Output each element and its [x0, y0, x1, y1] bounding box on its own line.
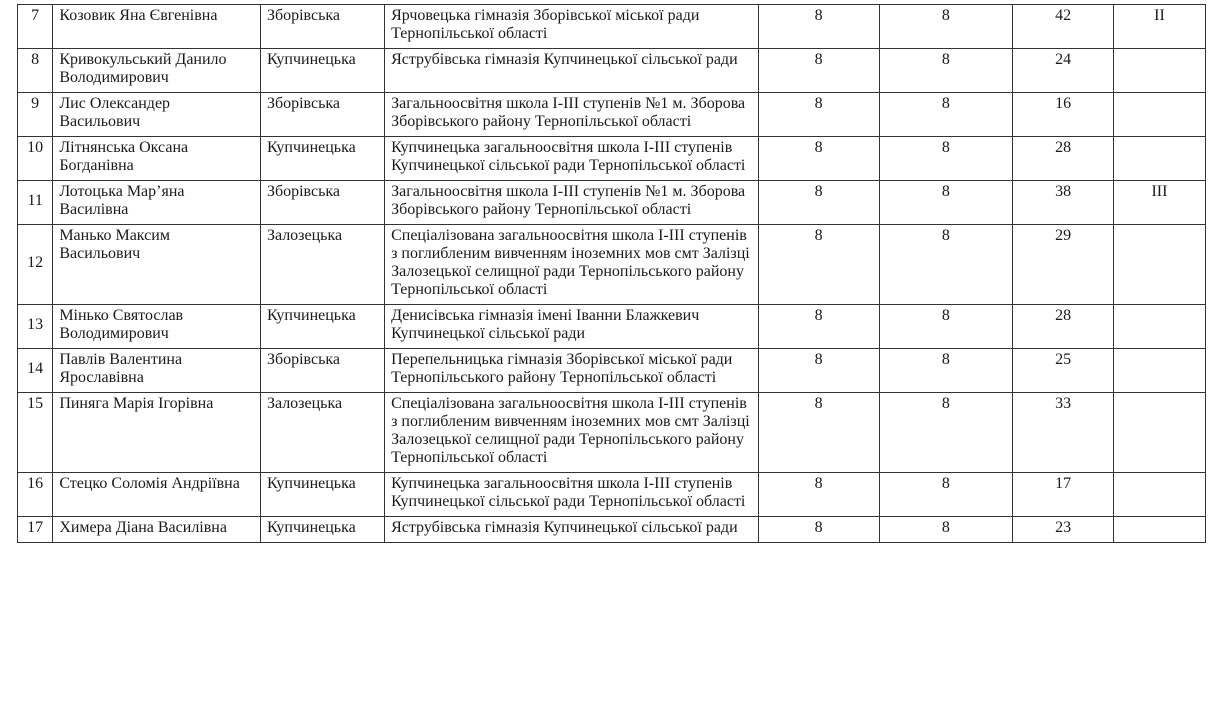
- place: [1113, 49, 1205, 93]
- place: [1113, 517, 1205, 543]
- school: Перепельницька гімназія Зборівської міської ради Тернопільського району Тернопільської області: [385, 349, 759, 393]
- grade: 8: [758, 93, 879, 137]
- class: 8: [879, 305, 1013, 349]
- student-name: Пиняга Марія Ігорівна: [53, 393, 261, 473]
- student-name: Лис Олександер Васильович: [53, 93, 261, 137]
- community: Купчинецька: [260, 473, 384, 517]
- row-number: 16: [18, 473, 53, 517]
- grade: 8: [758, 305, 879, 349]
- class: 8: [879, 473, 1013, 517]
- table-row: [18, 305, 1206, 349]
- school: Спеціалізована загальноосвітня школа І-ІІІ ступенів з поглибленим вивченням іноземних мов смт Залізці Залозецької селищної ради Тернопільського району Тернопільської області: [385, 393, 759, 473]
- table-row: [18, 137, 1206, 181]
- table-row: [18, 393, 1206, 473]
- grade: 8: [758, 49, 879, 93]
- table-row: [18, 349, 1206, 393]
- grade: 8: [758, 349, 879, 393]
- school: Загальноосвітня школа І-ІІІ ступенів №1 м. Зборова Зборівського району Тернопільської області: [385, 181, 759, 225]
- class: 8: [879, 349, 1013, 393]
- row-number: 11: [18, 181, 53, 225]
- community: Купчинецька: [260, 49, 384, 93]
- row-number: 12: [18, 225, 53, 305]
- student-name: Мінько Святослав Володимирович: [53, 305, 261, 349]
- row-number: 17: [18, 517, 53, 543]
- student-name: Химера Діана Василівна: [53, 517, 261, 543]
- class: 8: [879, 49, 1013, 93]
- place: [1113, 305, 1205, 349]
- score: 25: [1013, 349, 1114, 393]
- place: [1113, 473, 1205, 517]
- row-number: 15: [18, 393, 53, 473]
- community: Залозецька: [260, 225, 384, 305]
- student-name: Стецко Соломія Андріївна: [53, 473, 261, 517]
- score: 17: [1013, 473, 1114, 517]
- community: Зборівська: [260, 5, 384, 49]
- place: [1113, 393, 1205, 473]
- row-number: 14: [18, 349, 53, 393]
- community: Зборівська: [260, 93, 384, 137]
- class: 8: [879, 181, 1013, 225]
- place: III: [1113, 181, 1205, 225]
- score: 24: [1013, 49, 1114, 93]
- school: Денисівська гімназія імені Іванни Блажкевич Купчинецької сільської ради: [385, 305, 759, 349]
- results-table: [17, 4, 1206, 543]
- community: Купчинецька: [260, 305, 384, 349]
- student-name: Манько Максим Васильович: [53, 225, 261, 305]
- score: 28: [1013, 137, 1114, 181]
- school: Купчинецька загальноосвітня школа І-ІІІ ступенів Купчинецької сільської ради Тернопільської області: [385, 473, 759, 517]
- table-row: [18, 225, 1206, 305]
- row-number: 7: [18, 5, 53, 49]
- table-row: [18, 473, 1206, 517]
- score: 23: [1013, 517, 1114, 543]
- student-name: Лотоцька Мар’яна Василівна: [53, 181, 261, 225]
- student-name: Літнянська Оксана Богданівна: [53, 137, 261, 181]
- grade: 8: [758, 137, 879, 181]
- community: Купчинецька: [260, 517, 384, 543]
- class: 8: [879, 393, 1013, 473]
- school: Яструбівська гімназія Купчинецької сільської ради: [385, 517, 759, 543]
- score: 28: [1013, 305, 1114, 349]
- row-number: 9: [18, 93, 53, 137]
- table-row: [18, 181, 1206, 225]
- place: [1113, 93, 1205, 137]
- place: II: [1113, 5, 1205, 49]
- grade: 8: [758, 473, 879, 517]
- table-row: [18, 5, 1206, 49]
- community: Купчинецька: [260, 137, 384, 181]
- row-number: 8: [18, 49, 53, 93]
- class: 8: [879, 93, 1013, 137]
- grade: 8: [758, 393, 879, 473]
- student-name: Павлів Валентина Ярославівна: [53, 349, 261, 393]
- community: Зборівська: [260, 181, 384, 225]
- school: Купчинецька загальноосвітня школа І-ІІІ ступенів Купчинецької сільської ради Тернопільської області: [385, 137, 759, 181]
- community: Залозецька: [260, 393, 384, 473]
- class: 8: [879, 5, 1013, 49]
- grade: 8: [758, 181, 879, 225]
- grade: 8: [758, 5, 879, 49]
- class: 8: [879, 137, 1013, 181]
- row-number: 13: [18, 305, 53, 349]
- place: [1113, 349, 1205, 393]
- student-name: Козовик Яна Євгенівна: [53, 5, 261, 49]
- school: Ярчовецька гімназія Зборівської міської ради Тернопільської області: [385, 5, 759, 49]
- class: 8: [879, 517, 1013, 543]
- school: Яструбівська гімназія Купчинецької сільської ради: [385, 49, 759, 93]
- table-row: [18, 517, 1206, 543]
- school: Спеціалізована загальноосвітня школа І-ІІІ ступенів з поглибленим вивченням іноземних мов смт Залізці Залозецької селищної ради Тернопільського району Тернопільської області: [385, 225, 759, 305]
- place: [1113, 137, 1205, 181]
- grade: 8: [758, 517, 879, 543]
- score: 33: [1013, 393, 1114, 473]
- class: 8: [879, 225, 1013, 305]
- score: 29: [1013, 225, 1114, 305]
- grade: 8: [758, 225, 879, 305]
- table-row: [18, 93, 1206, 137]
- school: Загальноосвітня школа І-ІІІ ступенів №1 м. Зборова Зборівського району Тернопільської області: [385, 93, 759, 137]
- table-row: [18, 49, 1206, 93]
- place: [1113, 225, 1205, 305]
- score: 38: [1013, 181, 1114, 225]
- score: 42: [1013, 5, 1114, 49]
- community: Зборівська: [260, 349, 384, 393]
- score: 16: [1013, 93, 1114, 137]
- student-name: Кривокульський Данило Володимирович: [53, 49, 261, 93]
- row-number: 10: [18, 137, 53, 181]
